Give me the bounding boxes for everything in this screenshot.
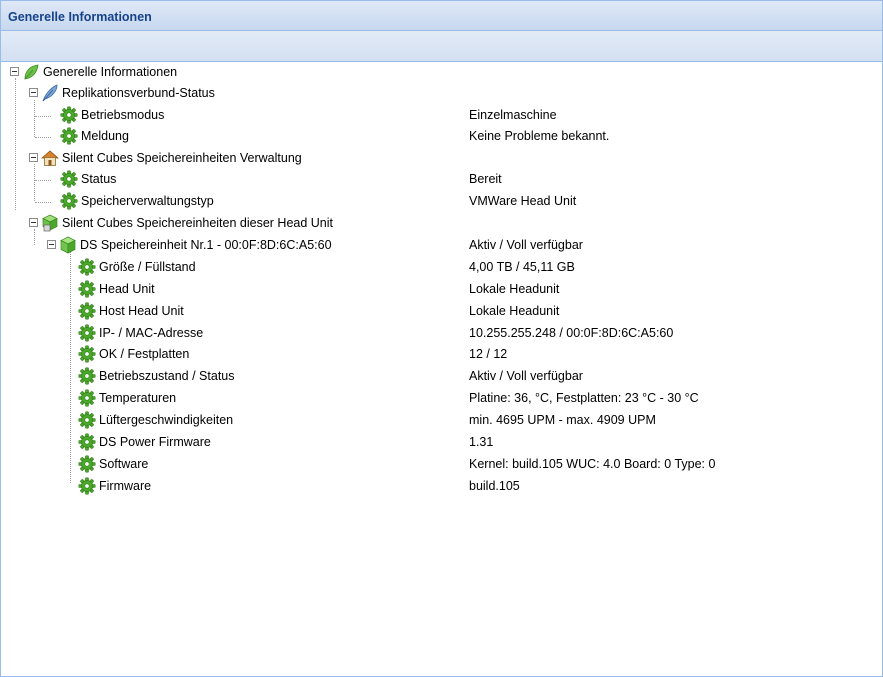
- panel-title: Generelle Informationen: [8, 10, 152, 24]
- tree-leaf-luefter[interactable]: [1, 410, 882, 432]
- property-value: Lokale Headunit: [469, 304, 560, 318]
- gear-icon: [60, 192, 78, 210]
- property-label: Head Unit: [99, 282, 155, 296]
- property-label: Software: [99, 457, 149, 471]
- collapse-toggle-icon[interactable]: [47, 240, 56, 249]
- tree-leaf-betriebsmodus[interactable]: [1, 105, 882, 127]
- property-value: Bereit: [469, 172, 502, 186]
- gear-icon: [78, 433, 96, 451]
- house-icon: [41, 149, 59, 167]
- collapse-toggle-icon[interactable]: [10, 67, 19, 76]
- tree-leaf-host-head-unit[interactable]: [1, 301, 882, 323]
- cube-icon: [59, 236, 77, 254]
- gear-icon: [78, 324, 96, 342]
- property-value: Aktiv / Voll verfügbar: [469, 238, 583, 252]
- tree-leaf-software[interactable]: [1, 454, 882, 476]
- property-value: VMWare Head Unit: [469, 194, 577, 208]
- tree-leaf-ok-festplatten[interactable]: [1, 344, 882, 366]
- tree-node-label: Silent Cubes Speichereinheiten Verwaltung: [62, 151, 302, 165]
- property-value: 4,00 TB / 45,11 GB: [469, 260, 575, 274]
- tree-leaf-speicherverwaltungstyp[interactable]: [1, 191, 882, 213]
- gear-icon: [78, 345, 96, 363]
- property-label: DS Power Firmware: [99, 435, 211, 449]
- gear-icon: [78, 411, 96, 429]
- gear-icon: [78, 455, 96, 473]
- collapse-toggle-icon[interactable]: [29, 218, 38, 227]
- gear-icon: [78, 280, 96, 298]
- panel-toolbar: [1, 31, 882, 62]
- tree-node-label: Replikationsverbund-Status: [62, 86, 215, 100]
- gear-icon: [78, 258, 96, 276]
- property-label: Betriebszustand / Status: [99, 369, 235, 383]
- tree-leaf-groesse[interactable]: [1, 257, 882, 279]
- property-label: Status: [81, 172, 117, 186]
- property-label: Größe / Füllstand: [99, 260, 196, 274]
- tree-node-label: Silent Cubes Speichereinheiten dieser Head Unit: [62, 216, 333, 230]
- property-label: Speicherverwaltungstyp: [81, 194, 214, 208]
- property-label: Firmware: [99, 479, 152, 493]
- tree-node-units[interactable]: [1, 213, 882, 235]
- tree-node-storage-unit[interactable]: [1, 235, 882, 257]
- tree-node-root[interactable]: [1, 62, 882, 84]
- gear-icon: [78, 389, 96, 407]
- property-value: build.105: [469, 479, 520, 493]
- property-label: IP- / MAC-Adresse: [99, 326, 204, 340]
- property-value: Keine Probleme bekannt.: [469, 129, 610, 143]
- property-value: 10.255.255.248 / 00:0F:8D:6C:A5:60: [469, 326, 674, 340]
- property-value: Platine: 36, °C, Festplatten: 23 °C - 30 °C: [469, 391, 699, 405]
- property-value: Kernel: build.105 WUC: 4.0 Board: 0 Type: 0: [469, 457, 716, 471]
- cube-stack-icon: [41, 214, 59, 232]
- property-value: Lokale Headunit: [469, 282, 560, 296]
- tree-node-label: Generelle Informationen: [43, 65, 178, 79]
- property-label: OK / Festplatten: [99, 347, 190, 361]
- tree-leaf-ip-mac[interactable]: [1, 323, 882, 345]
- property-label: Meldung: [81, 129, 129, 143]
- collapse-toggle-icon[interactable]: [29, 153, 38, 162]
- tree-leaf-meldung[interactable]: [1, 126, 882, 148]
- gear-icon: [60, 127, 78, 145]
- tree-node-replication[interactable]: [1, 83, 882, 105]
- tree-leaf-status[interactable]: [1, 169, 882, 191]
- property-label: Lüftergeschwindigkeiten: [99, 413, 234, 427]
- gear-icon: [60, 170, 78, 188]
- property-value: Einzelmaschine: [469, 108, 557, 122]
- panel-header: [1, 1, 882, 31]
- gear-icon: [78, 367, 96, 385]
- collapse-toggle-icon[interactable]: [29, 88, 38, 97]
- tree-leaf-head-unit[interactable]: [1, 279, 882, 301]
- tree-leaf-temperaturen[interactable]: [1, 388, 882, 410]
- property-value: min. 4695 UPM - max. 4909 UPM: [469, 413, 656, 427]
- feather-icon: [41, 84, 59, 102]
- tree-leaf-ds-power-firmware[interactable]: [1, 432, 882, 454]
- gear-icon: [78, 302, 96, 320]
- tree-node-management[interactable]: [1, 148, 882, 170]
- tree-node-label: DS Speichereinheit Nr.1 - 00:0F:8D:6C:A5:60: [80, 238, 332, 252]
- property-value: 12 / 12: [469, 347, 508, 361]
- property-value: Aktiv / Voll verfügbar: [469, 369, 583, 383]
- tree-leaf-firmware[interactable]: [1, 476, 882, 498]
- leaf-icon: [22, 63, 40, 81]
- gear-icon: [60, 106, 78, 124]
- gear-icon: [78, 477, 96, 495]
- tree-leaf-betriebszustand[interactable]: [1, 366, 882, 388]
- property-label: Temperaturen: [99, 391, 177, 405]
- property-label: Betriebsmodus: [81, 108, 165, 122]
- property-label: Host Head Unit: [99, 304, 184, 318]
- property-value: 1.31: [469, 435, 494, 449]
